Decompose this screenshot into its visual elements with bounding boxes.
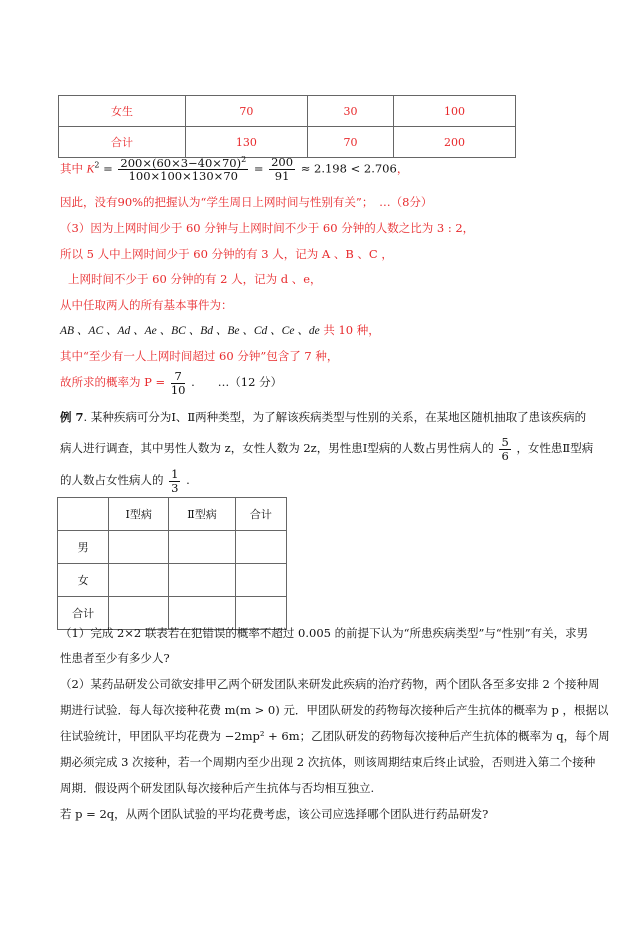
chi-square-formula: 其中 $K^2$ = $\frac{200\times(60\times 3-40\times 70)^2}{100\times 100\times 130\times 70}$ = $\frac{200}{91}$ ≈ 2.198 < 2.706， [60,155,409,184]
example-text: 病人进行调查，其中男性人数为 z，女性人数为 2z，男性患Ⅰ型病的人数占男性病人的 [60,441,494,456]
formula-fraction-2 [269,156,295,182]
table-row [59,127,516,158]
fraction-numerator: 200 [271,155,294,170]
table-cell [235,564,286,597]
fraction-denominator: 10 [170,382,186,397]
event-items: AB 、AC 、Ad 、Ae 、BC 、Bd 、Be 、Cd 、Ce 、de [60,325,320,337]
table-header: 合计 [235,498,286,531]
table-header: Ⅰ型病 [109,498,169,531]
event-count: 共 10 种， [319,323,380,337]
formula-suffix: ， [396,161,409,176]
solution-line: 所以 5 人中上网时间少于 60 分钟的有 3 人，记为 A 、B 、C ， [60,247,393,261]
fraction-numerator: 5 [501,435,509,449]
fraction-denominator: 91 [274,169,290,184]
probability-fraction [171,370,186,396]
example-paragraph [60,436,593,462]
event-list [60,322,380,338]
question-2-cont: 周期．假设两个研发团队每次接种后产生抗体与否均相互独立. [60,781,375,795]
row-label: 合计 [59,127,186,158]
row-label: 合计 [58,597,109,630]
example-text: . [186,473,190,488]
row-label: 女 [58,564,109,597]
example-text: ，女性患Ⅱ型病 [516,441,594,456]
example-paragraph [60,468,190,494]
probability-suffix: . …（12 分） [191,375,283,390]
example-text: 的人数占女性病人的 [60,473,164,488]
table-cell [235,531,286,564]
fraction-numerator: 1 [171,467,179,481]
fraction-numerator: 7 [171,370,186,384]
solution-line: 其中“至少有一人上网时间超过 60 分钟”包含了 7 种， [60,349,339,363]
table-row [59,96,516,127]
question-1-cont: 性患者至少有多少人? [60,651,170,665]
question-2-cont: 期必须完成 3 次接种，若一个周期内至少出现 2 次抗体，则该周期结束后终止试验，否则进入第二个接种 [60,755,596,769]
solution-step-3: （3）因为上网时间少于 60 分钟与上网时间不少于 60 分钟的人数之比为 3 : 2， [60,221,475,235]
fraction-five-sixths [499,436,510,462]
question-2: （2）某药品研发公司欲安排甲乙两个研发团队来研发此疾病的治疗药物，两个团队各至多安排 2 个接种周 [60,677,600,691]
row-label: 男 [58,531,109,564]
question-2-final: 若 p = 2q，从两个团队试验的平均花费考虑，该公司应选择哪个团队进行药品研发? [60,807,489,821]
example-label: 例 7 [60,410,84,424]
table-cell [169,531,236,564]
fraction-denominator: 3 [171,480,179,495]
row-label: 女生 [59,96,186,127]
question-1: （1）完成 2×2 联表若在犯错误的概率不超过 0.005 的前提下认为“所患疾病类型”与“性别”有关，求男 [60,626,589,640]
solution-line: 从中任取两人的所有基本事件为： [60,298,233,312]
table-row [58,531,287,564]
table-cell: 70 [307,127,393,158]
table-cell [109,564,169,597]
question-2-cont: 期进行试验．每人每次接种花费 m(m > 0) 元．甲团队研发的药物每次接种后产生抗体的概率为 p ，根据以 [60,703,609,717]
solution-line: 上网时间不少于 60 分钟的有 2 人，记为 d 、e， [68,272,322,286]
disease-gender-table [57,497,287,630]
table-row [58,564,287,597]
table-cell [109,531,169,564]
table-header [58,498,109,531]
table-header: Ⅱ型病 [169,498,236,531]
conclusion-line: 因此，没有90%的把握认为“学生周日上网时间与性别有关”； …（8分） [60,195,433,209]
table-cell: 200 [394,127,516,158]
table-cell: 70 [185,96,307,127]
table-cell [169,564,236,597]
k-symbol: K [86,163,95,176]
table-cell: 130 [185,127,307,158]
fraction-denominator: 6 [501,448,509,463]
example-text: . 某种疾病可分为Ⅰ、Ⅱ两种类型，为了解该疾病类型与性别的关系，在某地区随机抽取了患该疾病的 [83,410,587,424]
table-cell: 30 [307,96,393,127]
formula-prefix: 其中 [60,161,83,176]
question-2-cont: 往试验统计，甲团队平均花费为 −2mp² + 6m；乙团队研发的药物每次接种后产生抗体的概率为 q，每个周 [60,729,610,743]
approx-value: ≈ 2.198 < 2.706 [300,161,397,176]
table-cell: 100 [394,96,516,127]
formula-numerator: 200×(60×3−40×70) [120,155,242,170]
formula-fraction: $\frac{200\times(60\times 3-40\times 70)^2}{100\times 100\times 130\times 70}$ [120,155,247,184]
probability-prefix: 故所求的概率为 P = [60,375,166,390]
probability-line [60,370,282,396]
contingency-table-top [58,95,516,158]
example-paragraph [60,409,586,425]
formula-denominator: 100×100×130×70 [128,169,238,184]
fraction-one-third [169,468,180,494]
table-header-row [58,498,287,531]
